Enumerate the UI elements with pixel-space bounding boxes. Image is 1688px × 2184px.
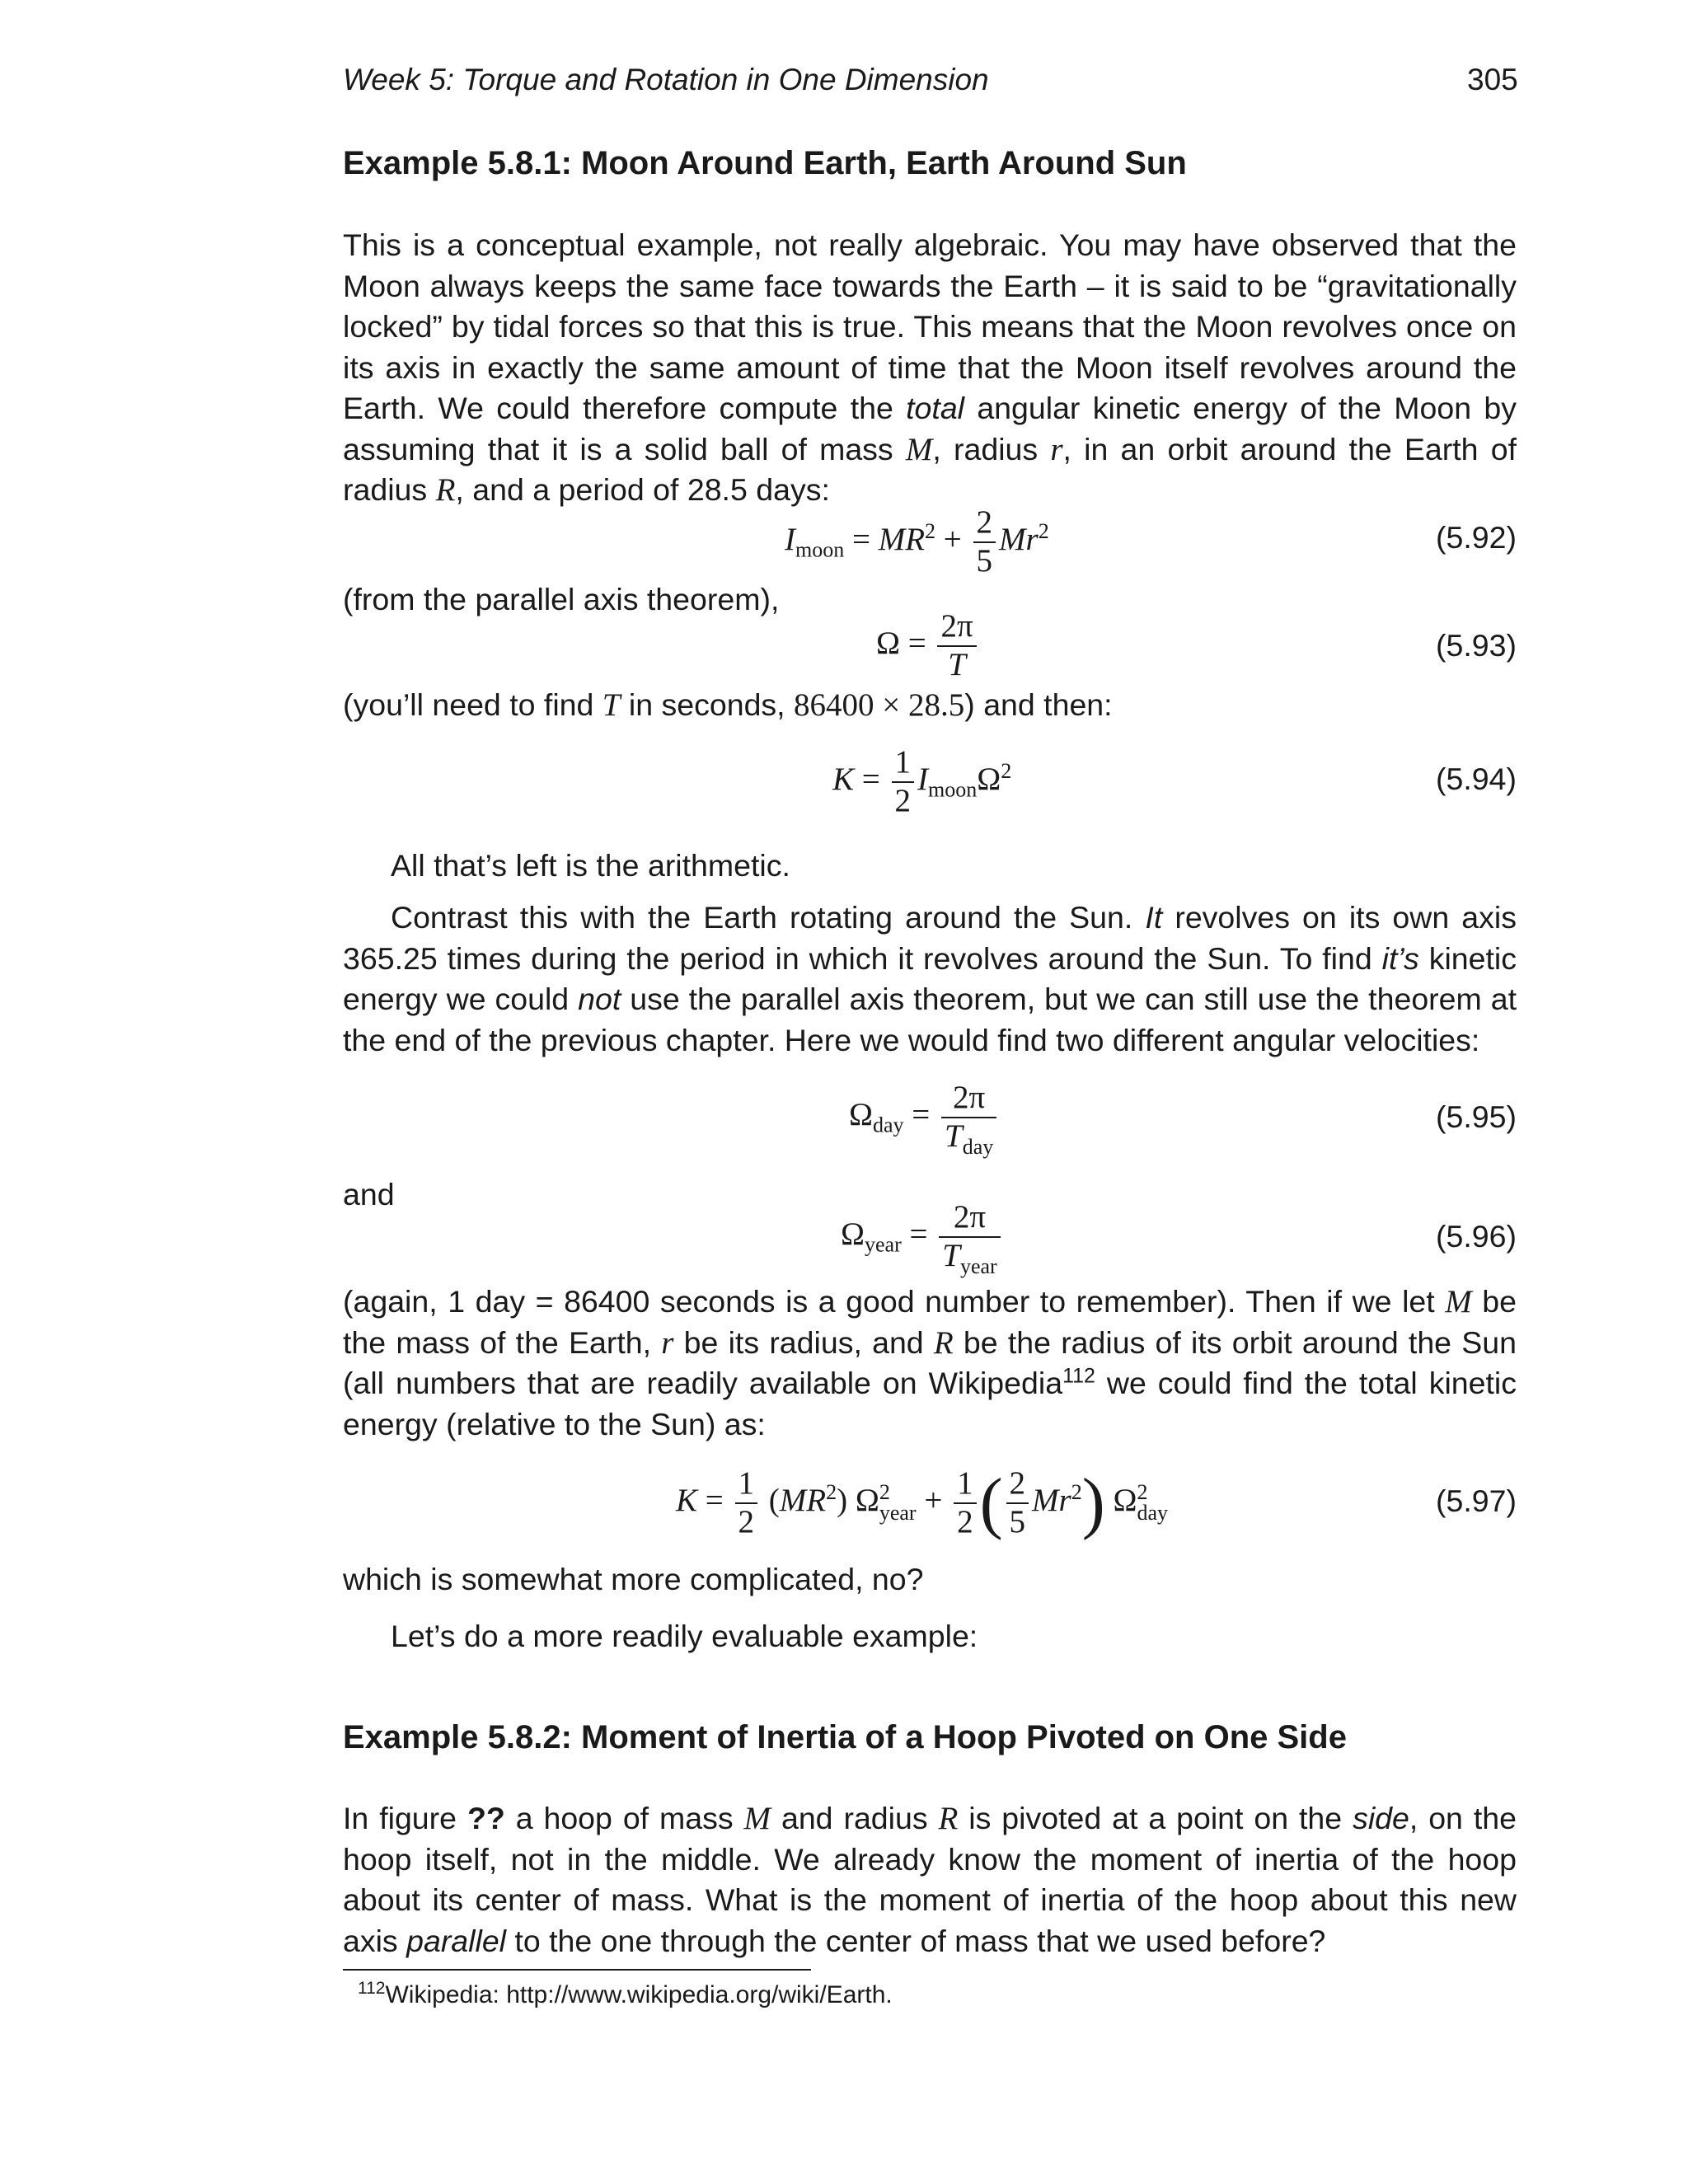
text-line: (from the parallel axis theorem), <box>343 582 780 616</box>
fraction: $\frac{1}{2}$ <box>892 744 915 820</box>
fraction: $\frac{2\pi}{T_{day}}$ <box>941 1080 996 1155</box>
page-number: 305 <box>1467 63 1518 96</box>
equation-number: (5.93) <box>1436 628 1517 663</box>
paragraph: (again, 1 day = 86400 seconds is a good number to remember). Then if we let M be the mass of the Earth, r be its radius, and R be the radius of its orbit around the Sun (all numbers that are readily available on Wikipedia$^{112}$ we could find the total kinetic energy (relative to the Sun) as: <box>343 1284 1517 1441</box>
equation-number: (5.92) <box>1436 520 1517 555</box>
example-title: Example 5.8.2: Moment of Inertia of a Hoop Pivoted on One Side <box>343 1719 1347 1755</box>
fraction: $\frac{2}{5}$ <box>973 504 996 580</box>
equation-number: (5.97) <box>1436 1483 1517 1518</box>
equation-5-92: $I_{moon} = MR^2$ + $\frac{2}{5}$ Mr$^2$ <box>785 504 1049 579</box>
text-line: which is somewhat more complicated, no? <box>343 1562 924 1596</box>
equation-5-95: $\Omega_{day}$ = $\frac{2\pi}{T_{day}}$ <box>849 1080 1000 1155</box>
example-title: Example 5.8.1: Moon Around Earth, Earth Around Sun <box>343 145 1187 181</box>
text-line: Let’s do a more readily evaluable example: <box>391 1619 978 1653</box>
fraction: $\frac{2}{5}$ <box>1006 1465 1029 1541</box>
equation-5-96: $\Omega_{year}$ = $\frac{2\pi}{T_{year}}$ <box>841 1199 1004 1275</box>
equation-5-94: K = $\frac{1}{2}$ $I_{moon}\Omega^2$ <box>832 744 1012 818</box>
footnote-reference[interactable]: 112 <box>1062 1364 1095 1388</box>
paragraph: Contrast this with the Earth rotating around the Sun. It revolves on its own axis 365.25 times during the period in which it revolves around the Sun. To find it’s kinetic energy we could not use the parallel axis theorem, but we can still use the theorem at the end of the previous chapter. Here we would find two different angular velocities: <box>343 900 1517 1057</box>
paragraph: In figure ?? a hoop of mass M and radius R is pivoted at a point on the side, on the hoop itself, not in the middle. We already know the moment of inertia of the hoop about its center of mass. What is the moment of inertia of the hoop about this new axis parallel to the one through the center of mass that we used before? <box>343 1801 1517 1958</box>
text-line: (you’ll need to find T in seconds, 86400 × 28.5) and then: <box>343 687 1113 723</box>
running-header: Week 5: Torque and Rotation in One Dimension <box>343 63 989 96</box>
equation-number: (5.95) <box>1436 1099 1517 1134</box>
footnote-rule <box>343 1969 811 1971</box>
fraction: $\frac{1}{2}$ <box>735 1465 758 1541</box>
equation-number: (5.96) <box>1436 1219 1517 1254</box>
fraction: $\frac{1}{2}$ <box>954 1465 977 1541</box>
equation-5-97: K = $\frac{1}{2}$ $(MR^2)$ Ω 2 year + $\frac{1}{2}$ ( $\frac{2}{5}$ Mr$^2$) Ω 2 day <box>676 1464 1168 1541</box>
text-line: All that’s left is the arithmetic. <box>391 848 790 883</box>
figure-reference[interactable]: ?? <box>467 1801 505 1835</box>
text-line: and <box>343 1177 395 1212</box>
equation-number: (5.94) <box>1436 762 1517 796</box>
equation-5-93: Ω = $\frac{2\pi}{T}$ <box>876 608 980 684</box>
fraction: $\frac{2\pi}{T_{year}}$ <box>939 1199 1000 1275</box>
footnote-link[interactable]: Wikipedia: http://www.wikipedia.org/wiki/Earth. <box>385 1981 893 2008</box>
footnote: $^{112}$Wikipedia: http://www.wikipedia.org/wiki/Earth. <box>358 1979 893 2008</box>
paragraph: This is a conceptual example, not really algebraic. You may have observed that the Moon always keeps the same face towards the Earth – it is said to be “gravitationally locked” by tidal forces so that this is true. This means that the Moon revolves once on its axis in exactly the same amount of time that the Moon itself revolves around the Earth. We could therefore compute the total angular kinetic energy of the Moon by assuming that it is a solid ball of mass M, radius r, in an orbit around the Earth of radius R, and a period of 28.5 days: <box>343 227 1517 508</box>
fraction: $\frac{2\pi}{T}$ <box>937 608 976 684</box>
